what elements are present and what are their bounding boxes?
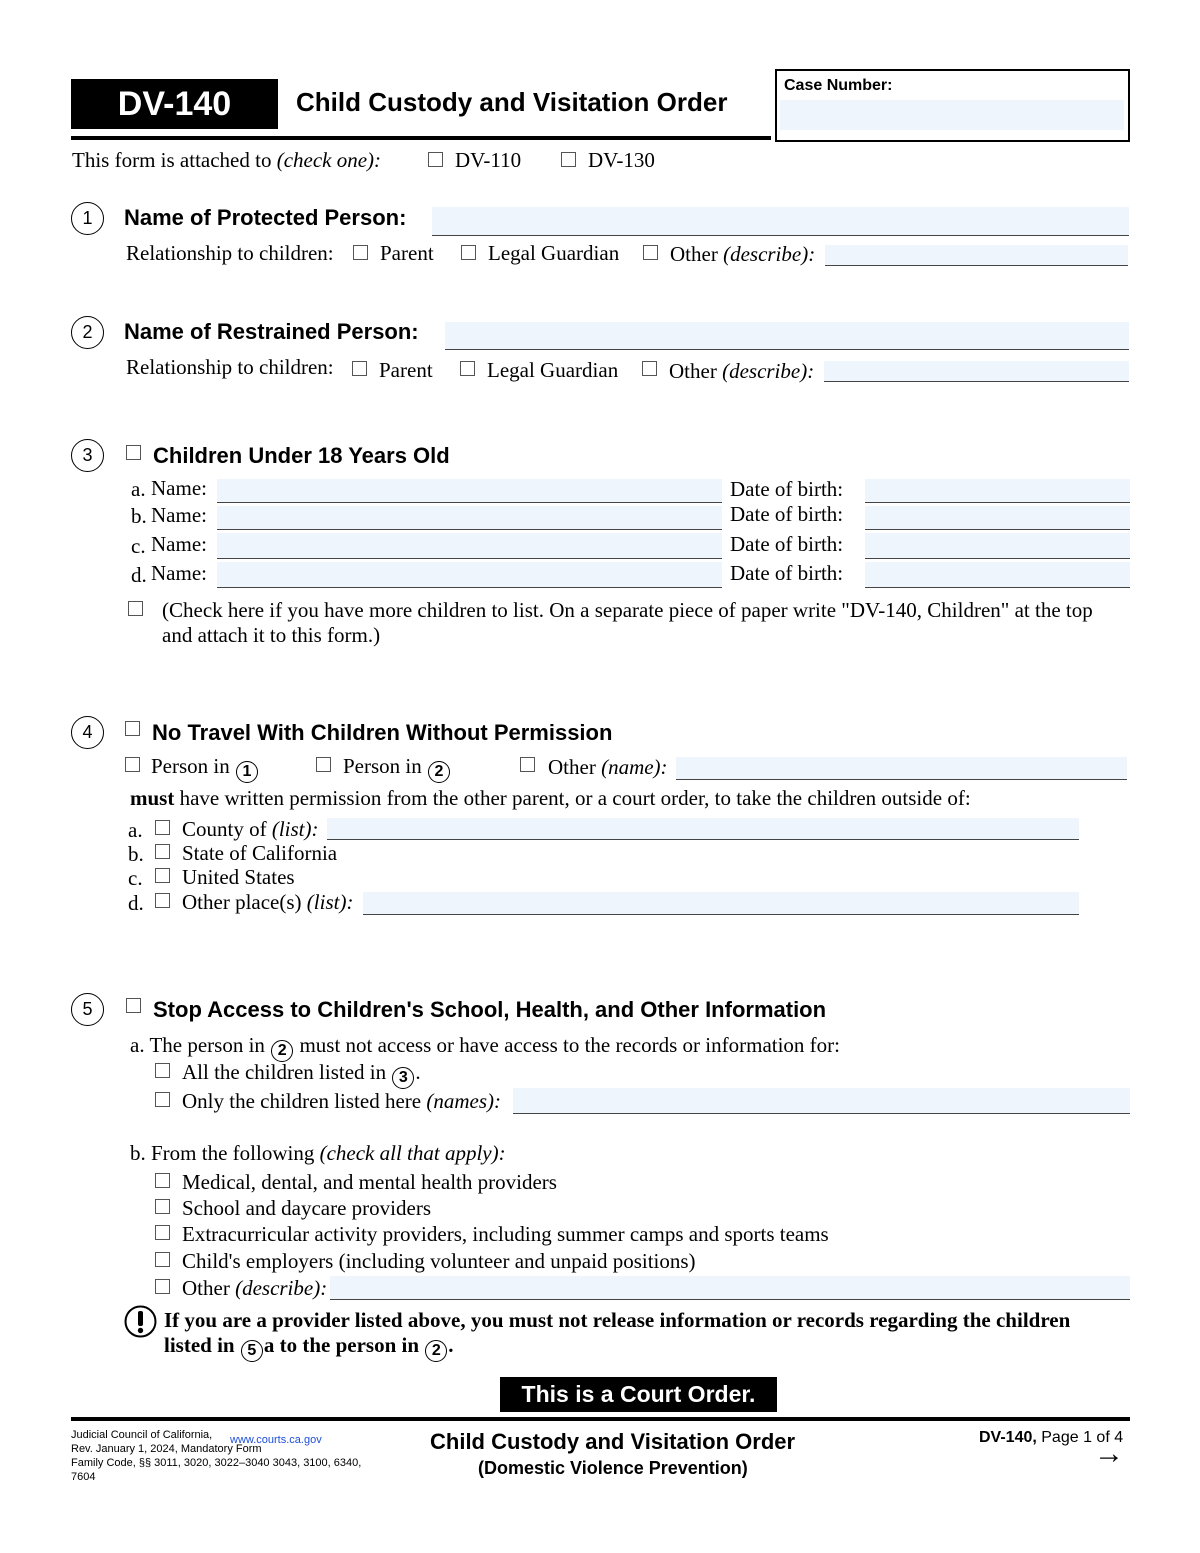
travel-letter-b: b. [128,842,144,866]
child-name-field[interactable] [217,562,722,588]
only-children-names-field[interactable] [513,1088,1130,1114]
ref-2-number: 2 [428,761,450,783]
providers-other-checkbox[interactable] [155,1279,170,1294]
section-5-number: 5 [71,993,104,1026]
travel-other-checkbox[interactable] [520,757,535,772]
other-text: Other [670,242,724,266]
person-in-text: Person in [343,754,422,778]
section-3-number: 3 [71,439,104,472]
child-name-label: Name: [151,503,207,527]
ref-5-number: 5 [241,1340,263,1362]
person-in-text: Person in [151,754,230,778]
b-italic: (check all that apply): [319,1141,506,1165]
dv130-label: DV-130 [588,148,655,172]
protected-other-checkbox[interactable] [643,245,658,260]
letter-b: b. [130,1141,146,1165]
child-name-label: Name: [151,561,207,585]
dv110-label: DV-110 [455,148,522,172]
child-dob-label: Date of birth: [730,532,844,556]
person-2-label [343,754,451,783]
footer-code-2: 7604 [71,1471,96,1483]
providers-other-label [182,1276,327,1301]
child-letter: d. [131,563,147,587]
attached-label-italic: (check one): [276,148,382,172]
providers-other-describe-field[interactable] [330,1276,1130,1300]
form-id: DV-140 [117,84,232,123]
child-row-a [0,477,1200,504]
names-text: (names): [426,1089,501,1113]
a-text-1: The person in [149,1033,265,1057]
child-name-field[interactable] [217,479,722,503]
child-letter: b. [131,504,147,528]
other-places-checkbox[interactable] [155,893,170,908]
section-4-number: 4 [71,716,104,749]
child-dob-field[interactable] [865,506,1130,530]
person-1-checkbox[interactable] [125,757,140,772]
ref-2-number: 2 [425,1340,447,1362]
protected-guardian-label: Legal Guardian [488,241,620,265]
travel-letter-a: a. [128,818,143,842]
case-number-field[interactable] [780,100,1124,130]
all-children-label [182,1060,421,1089]
restrained-guardian-label: Legal Guardian [487,358,619,382]
court-order-banner [500,1377,777,1412]
employers-label: Child's employers (including volunteer and unpaid positions) [182,1249,696,1273]
case-number-label: Case Number: [784,77,893,94]
describe-text: (describe): [722,359,815,383]
attached-label-text: This form is attached to [72,148,277,172]
protected-other-describe-field[interactable] [825,245,1128,266]
footer-subtitle: (Domestic Violence Prevention) [478,1458,748,1478]
ref-3-number: 3 [392,1067,414,1089]
only-children-checkbox[interactable] [155,1092,170,1107]
a-text-2: must not access or have access to the records or information for: [299,1033,841,1057]
children-heading: Children Under 18 Years Old [153,443,450,468]
restrained-person-heading: Name of Restrained Person: [124,319,419,344]
footer-rev: Rev. January 1, 2024, Mandatory Form [71,1443,262,1455]
warning-icon [124,1305,157,1338]
footer-code: Family Code, §§ 3011, 3020, 3022–3040 3043, 3100, 6340, [71,1457,362,1469]
footer-council: Judicial Council of California, [71,1429,213,1441]
restrained-parent-checkbox[interactable] [352,361,367,376]
period: . [448,1333,454,1357]
access-a-text [130,1033,840,1062]
next-page-arrow-icon[interactable]: → [1094,1437,1124,1470]
restrained-person-name-field[interactable] [445,322,1129,350]
other-text: Other [182,1276,236,1300]
california-checkbox[interactable] [155,844,170,859]
only-children-label [182,1089,501,1114]
relationship-label-2: Relationship to children: [126,355,334,379]
more-children-text-1: (Check here if you have more children to list. On a separate piece of paper write "DV-140, Children" at the top [162,598,1093,622]
children-checkbox[interactable] [126,445,141,460]
child-dob-field[interactable] [865,562,1130,588]
child-letter: c. [131,534,146,558]
footer-title: Child Custody and Visitation Order [430,1429,796,1454]
permission-text [130,786,971,811]
employers-checkbox[interactable] [155,1252,170,1267]
protected-person-name-field[interactable] [432,207,1129,236]
all-children-text: All the children listed in [182,1060,387,1084]
restrained-other-describe-field[interactable] [824,361,1129,382]
section-1-number: 1 [71,202,104,235]
form-id-badge [71,79,278,129]
access-b-text [130,1141,506,1166]
county-label [182,817,319,842]
travel-other-label [548,755,668,780]
footer-website-link[interactable]: www.courts.ca.gov [230,1434,322,1446]
county-field[interactable] [327,818,1079,840]
dv130-checkbox[interactable] [561,152,576,167]
travel-letter-d: d. [128,891,144,915]
permission-rest: have written permission from the other parent, or a court order, to take the children outside of: [174,786,971,810]
footer-rule [71,1417,1130,1421]
other-name-text: (name): [601,755,668,779]
restrained-guardian-checkbox[interactable] [460,361,475,376]
california-label: State of California [182,841,338,865]
travel-letter-c: c. [128,866,143,890]
child-name-field[interactable] [217,506,722,530]
person-1-label [151,754,259,783]
extracurricular-providers-checkbox[interactable] [155,1225,170,1240]
county-text: County of [182,817,272,841]
child-name-label: Name: [151,476,207,500]
united-states-checkbox[interactable] [155,868,170,883]
no-travel-heading: No Travel With Children Without Permission [152,720,613,745]
protected-other-label [670,242,815,267]
child-name-field[interactable] [217,533,722,559]
attached-to-label [72,148,381,173]
school-providers-label: School and daycare providers [182,1196,431,1220]
letter-a: a. [130,1033,145,1057]
restrained-parent-label: Parent [379,358,433,382]
child-dob-field[interactable] [865,479,1130,503]
protected-person-heading: Name of Protected Person: [124,205,407,230]
b-text: From the following [151,1141,320,1165]
child-dob-field[interactable] [865,533,1130,559]
protected-parent-checkbox[interactable] [353,245,368,260]
warning-text-1: If you are a provider listed above, you must not release information or records regarding the children [164,1308,1071,1332]
county-list-text: (list): [271,817,319,841]
other-text: Other [669,359,723,383]
footer-page-number: Page 1 of 4 [1036,1429,1124,1446]
extracurricular-providers-label: Extracurricular activity providers, including summer camps and sports teams [182,1222,829,1246]
medical-providers-checkbox[interactable] [155,1173,170,1188]
section-2-number: 2 [71,316,104,349]
other-places-label [182,890,353,915]
court-order-text: This is a Court Order. [521,1381,756,1407]
footer-form-id: DV-140, [979,1429,1037,1446]
describe-text: (describe): [235,1276,328,1300]
medical-providers-label: Medical, dental, and mental health providers [182,1170,557,1194]
dv110-checkbox[interactable] [428,152,443,167]
person-2-checkbox[interactable] [316,757,331,772]
united-states-label: United States [182,865,295,889]
other-places-list-text: (list): [306,890,354,914]
child-name-label: Name: [151,532,207,556]
other-places-field[interactable] [363,892,1079,915]
warning-text-2 [164,1333,454,1362]
restrained-other-label [669,359,814,384]
ref-2-number: 2 [271,1040,293,1062]
child-dob-label: Date of birth: [730,502,844,526]
child-row-d [0,562,1200,589]
more-children-checkbox[interactable] [128,601,143,616]
period: . [415,1060,421,1084]
travel-other-name-field[interactable] [676,757,1127,780]
describe-text: (describe): [723,242,816,266]
child-row-c [0,533,1200,560]
other-text: Other [548,755,602,779]
warning-to-person: a to the person in [263,1333,420,1357]
all-children-checkbox[interactable] [155,1063,170,1078]
protected-guardian-checkbox[interactable] [461,245,476,260]
restrained-other-checkbox[interactable] [642,361,657,376]
ref-1-number: 1 [236,761,258,783]
child-dob-label: Date of birth: [730,561,844,585]
other-places-text: Other place(s) [182,890,307,914]
must-text: must [130,786,175,810]
form-title: Child Custody and Visitation Order [296,87,728,117]
no-travel-checkbox[interactable] [125,721,140,736]
protected-parent-label: Parent [380,241,434,265]
header-rule [71,136,771,140]
more-children-text-2: and attach it to this form.) [162,623,381,647]
case-number-box [775,69,1130,142]
child-letter: a. [131,477,146,501]
child-row-b [0,504,1200,531]
child-dob-label: Date of birth: [730,477,844,501]
only-children-text: Only the children listed here [182,1089,427,1113]
school-providers-checkbox[interactable] [155,1199,170,1214]
stop-access-heading: Stop Access to Children's School, Health, and Other Information [153,997,827,1022]
county-checkbox[interactable] [155,820,170,835]
stop-access-checkbox[interactable] [126,998,141,1013]
warning-listed-in: listed in [164,1333,235,1357]
relationship-label-1: Relationship to children: [126,241,334,265]
